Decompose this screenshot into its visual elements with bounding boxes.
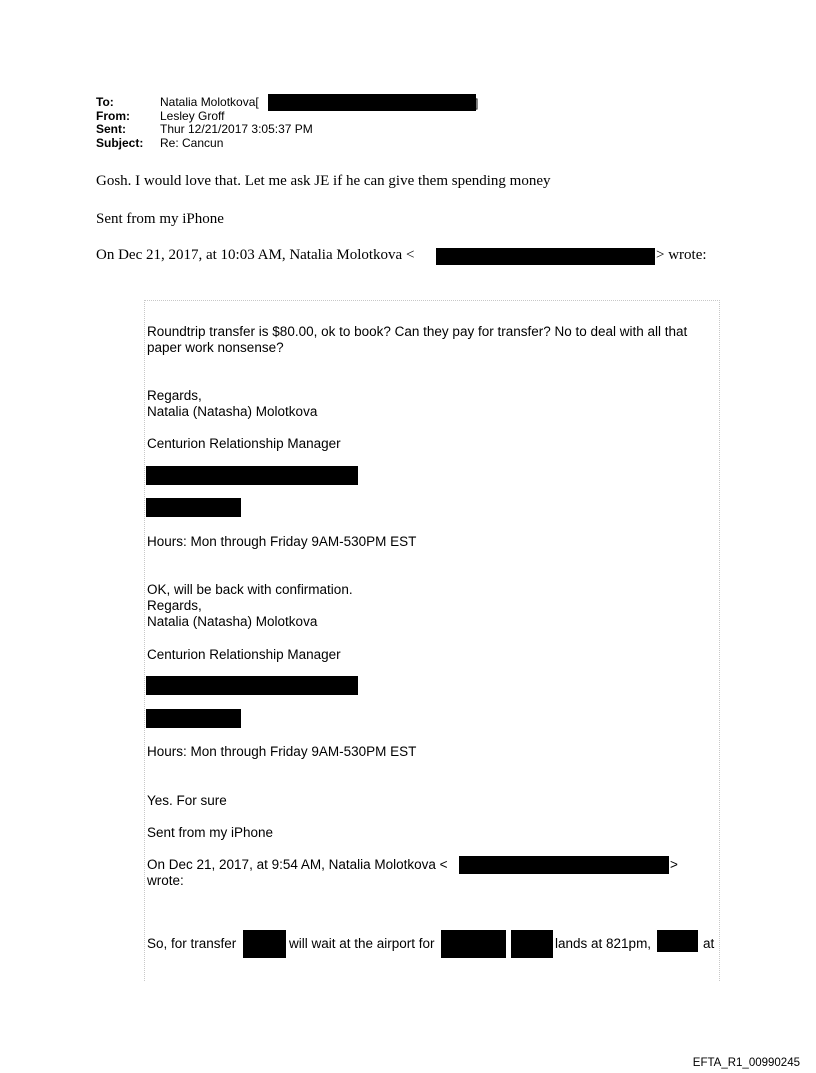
quoted-last-b: will wait at the airport for bbox=[289, 936, 435, 951]
body-line-1: Gosh. I would love that. Let me ask JE if he can give them spending money bbox=[96, 173, 551, 189]
quoted-hours-1: Hours: Mon through Friday 9AM-530PM EST bbox=[147, 534, 417, 549]
quote-intro-1-suffix: > wrote: bbox=[656, 247, 707, 263]
from-label: From: bbox=[96, 108, 130, 123]
to-label: To: bbox=[96, 95, 114, 109]
quoted-p2: OK, will be back with confirmation. bbox=[147, 582, 353, 597]
quote-intro-1 bbox=[96, 247, 414, 264]
quoted-p3: Yes. For sure bbox=[147, 793, 227, 808]
from-value: Lesley Groff bbox=[160, 108, 225, 123]
quoted-title-2: Centurion Relationship Manager bbox=[147, 647, 341, 662]
quoted-p1-line2: paper work nonsense? bbox=[147, 340, 284, 355]
redaction-contact-2a bbox=[146, 676, 358, 695]
redaction-detail bbox=[657, 930, 698, 952]
quoted-message-box bbox=[144, 300, 720, 981]
quoted-title-1: Centurion Relationship Manager bbox=[147, 436, 341, 451]
redaction-passenger-2 bbox=[511, 930, 553, 958]
quoted-p3-sent-from: Sent from my iPhone bbox=[147, 825, 274, 840]
redaction-passenger-1 bbox=[441, 930, 506, 958]
quote-intro-1-prefix: On Dec 21, 2017, at 10:03 AM, Natalia Molotkova < bbox=[96, 247, 415, 263]
bates-number: EFTA_R1_00990245 bbox=[692, 1057, 800, 1069]
sent-label: Sent: bbox=[96, 122, 126, 136]
quoted-regards-1: Regards, bbox=[147, 388, 202, 403]
quote-intro-2-wrote: wrote: bbox=[147, 873, 184, 888]
quote-intro-2-prefix: On Dec 21, 2017, at 9:54 AM, Natalia Molotkova < bbox=[147, 857, 448, 872]
to-close-bracket: ] bbox=[475, 96, 479, 110]
quoted-last-a: So, for transfer bbox=[147, 936, 237, 951]
redaction-contact-1b bbox=[146, 498, 241, 517]
sent-row bbox=[96, 123, 313, 137]
subject-row bbox=[96, 137, 313, 151]
quoted-last-c: lands at 821pm, bbox=[555, 936, 652, 951]
quoted-name-2: Natalia (Natasha) Molotkova bbox=[147, 614, 318, 629]
redaction-sender-email-2 bbox=[459, 856, 669, 874]
redaction-contact-2b bbox=[146, 709, 241, 728]
quote-intro-2-suffix: > bbox=[670, 857, 678, 872]
to-value: Natalia Molotkova[ bbox=[160, 95, 259, 109]
from-row bbox=[96, 110, 313, 124]
quoted-name-1: Natalia (Natasha) Molotkova bbox=[147, 404, 318, 419]
quoted-last-d: at bbox=[703, 936, 715, 951]
quoted-p1-line1: Roundtrip transfer is $80.00, ok to book? Can they pay for transfer? No to deal with all that bbox=[147, 324, 688, 339]
redaction-to-email bbox=[268, 94, 479, 111]
redaction-transfer-name bbox=[243, 930, 286, 958]
redaction-contact-1a bbox=[146, 466, 358, 485]
subject-value: Re: Cancun bbox=[160, 135, 224, 150]
sent-value: Thur 12/21/2017 3:05:37 PM bbox=[160, 122, 313, 136]
subject-label: Subject: bbox=[96, 135, 144, 150]
redaction-sender-email-1 bbox=[436, 248, 655, 265]
quoted-hours-2: Hours: Mon through Friday 9AM-530PM EST bbox=[147, 744, 417, 759]
quoted-regards-2: Regards, bbox=[147, 598, 202, 613]
body-sent-from: Sent from my iPhone bbox=[96, 211, 224, 227]
